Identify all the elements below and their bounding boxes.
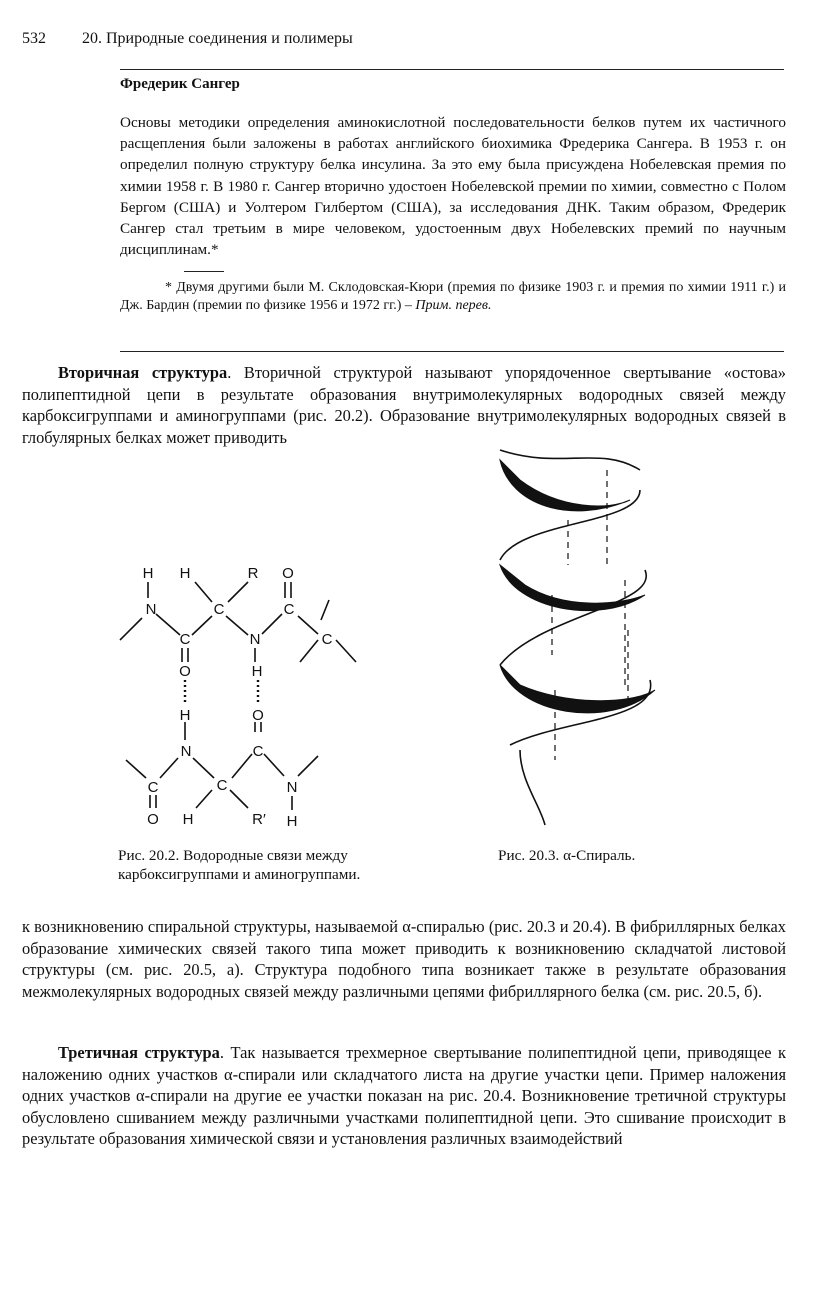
atom-n: N [249,631,261,648]
box-bottom-rule [120,351,784,352]
atom-o: O [179,663,191,680]
lead-term: Третичная структура [58,1043,220,1062]
page-number: 532 [22,30,46,47]
box-text: Основы методики определения аминокислотной последовательности белков путем их частичного расщепления были заложены в работах английского биохимика Фредерика Сангера. В 1953 г. он определил полную структуру белка инсулина. За это ему была присуждена Нобелевская премия по химии 1958 г. В 1980 г. Сангер вторично удостоен Нобелевской премии по химии, совместно с Полом Бергом (США) и Уолтером Гилбертом (США), за исследования ДНК. Таким образом, Фредерик Сангер стал третьим в мире человеком, удостоенным двух Нобелевских премий по научным дисциплинам.* [120,114,786,259]
paragraph-continued: к возникновению спиральной структуры, называемой α-спиралью (рис. 20.3 и 20.4). В фибриллярных белках образование химических связей такого типа может приводить к возникновению складчатой листовой структуры (см. рис. 20.5, а). Структура подобного типа возникает также в результате образования межмолекулярных водородных связей между различными цепями фибриллярного белка (см. рис. 20.5, б). [22,917,786,1001]
box-title: Фредерик Сангер [120,76,240,92]
paragraph-text: . Вторичной структурой называют упорядоченное свертывание «остова» полипептидной цепи в результате образования внутримолекулярных водородных связей между карбоксигруппами и аминогруппами (рис. 20.2). Образование внутримолекулярных водородных связей в глобулярных белках может приводить [22,363,786,447]
atom-o: O [252,707,264,724]
atom-c: C [216,777,228,794]
lead-term: Вторичная структура [58,363,228,382]
atom-h: H [142,565,154,582]
paragraph-text: . Так называется трехмерное свертывание полипептидной цепи, приводящее к наложению одних участков α-спирали или складчатого листа на другие участки цепи. Пример наложения одних участков α-спирали на другие ее участки показан на рис. 20.4. Возникновение третичной структуры обусловлено сшиванием между различными участками полипептидной цепи. Это сшивание происходит в результате образования химической связи и установления различных взаимодействий [22,1043,786,1149]
footnote-text: * Двумя другими были М. Склодовская-Кюри (премия по физике 1903 г. и премия по химии 1911 г.) и Дж. Бардин (премии по физике 1956 и 1972 гг.) – [120,280,786,313]
atom-c: C [147,779,159,796]
footnote [120,279,786,315]
footnote-rule [184,271,224,272]
atom-c: C [321,631,333,648]
atom-n: N [180,743,192,760]
atom-c: C [252,743,264,760]
atom-h: H [179,707,191,724]
chapter-title: 20. Природные соединения и полимеры [82,30,353,47]
figure-20-3-caption: Рис. 20.3. α-Спираль. [498,847,636,864]
box-top-rule [120,69,784,70]
atom-r-prime: R′ [252,811,266,828]
atom-h: H [251,663,263,680]
atom-c: C [179,631,191,648]
atom-r: R [247,565,259,582]
atom-o: O [147,811,159,828]
figure-20-2-diagram [110,555,370,840]
atom-c: C [283,601,295,618]
footnote-note: Прим. перев. [415,298,492,313]
paragraph-secondary-structure [22,362,786,448]
figure-20-2-caption: Рис. 20.2. Водородные связи между карбоксигруппами и аминогруппами. [118,847,361,883]
atom-n: N [286,779,298,796]
atom-h: H [286,813,298,830]
atom-n: N [145,601,157,618]
atom-h: H [182,811,194,828]
paragraph-tertiary-structure [22,1042,786,1150]
figure-20-3-alpha-helix [490,440,670,835]
atom-h: H [179,565,191,582]
atom-c: C [213,601,225,618]
atom-o: O [282,565,294,582]
